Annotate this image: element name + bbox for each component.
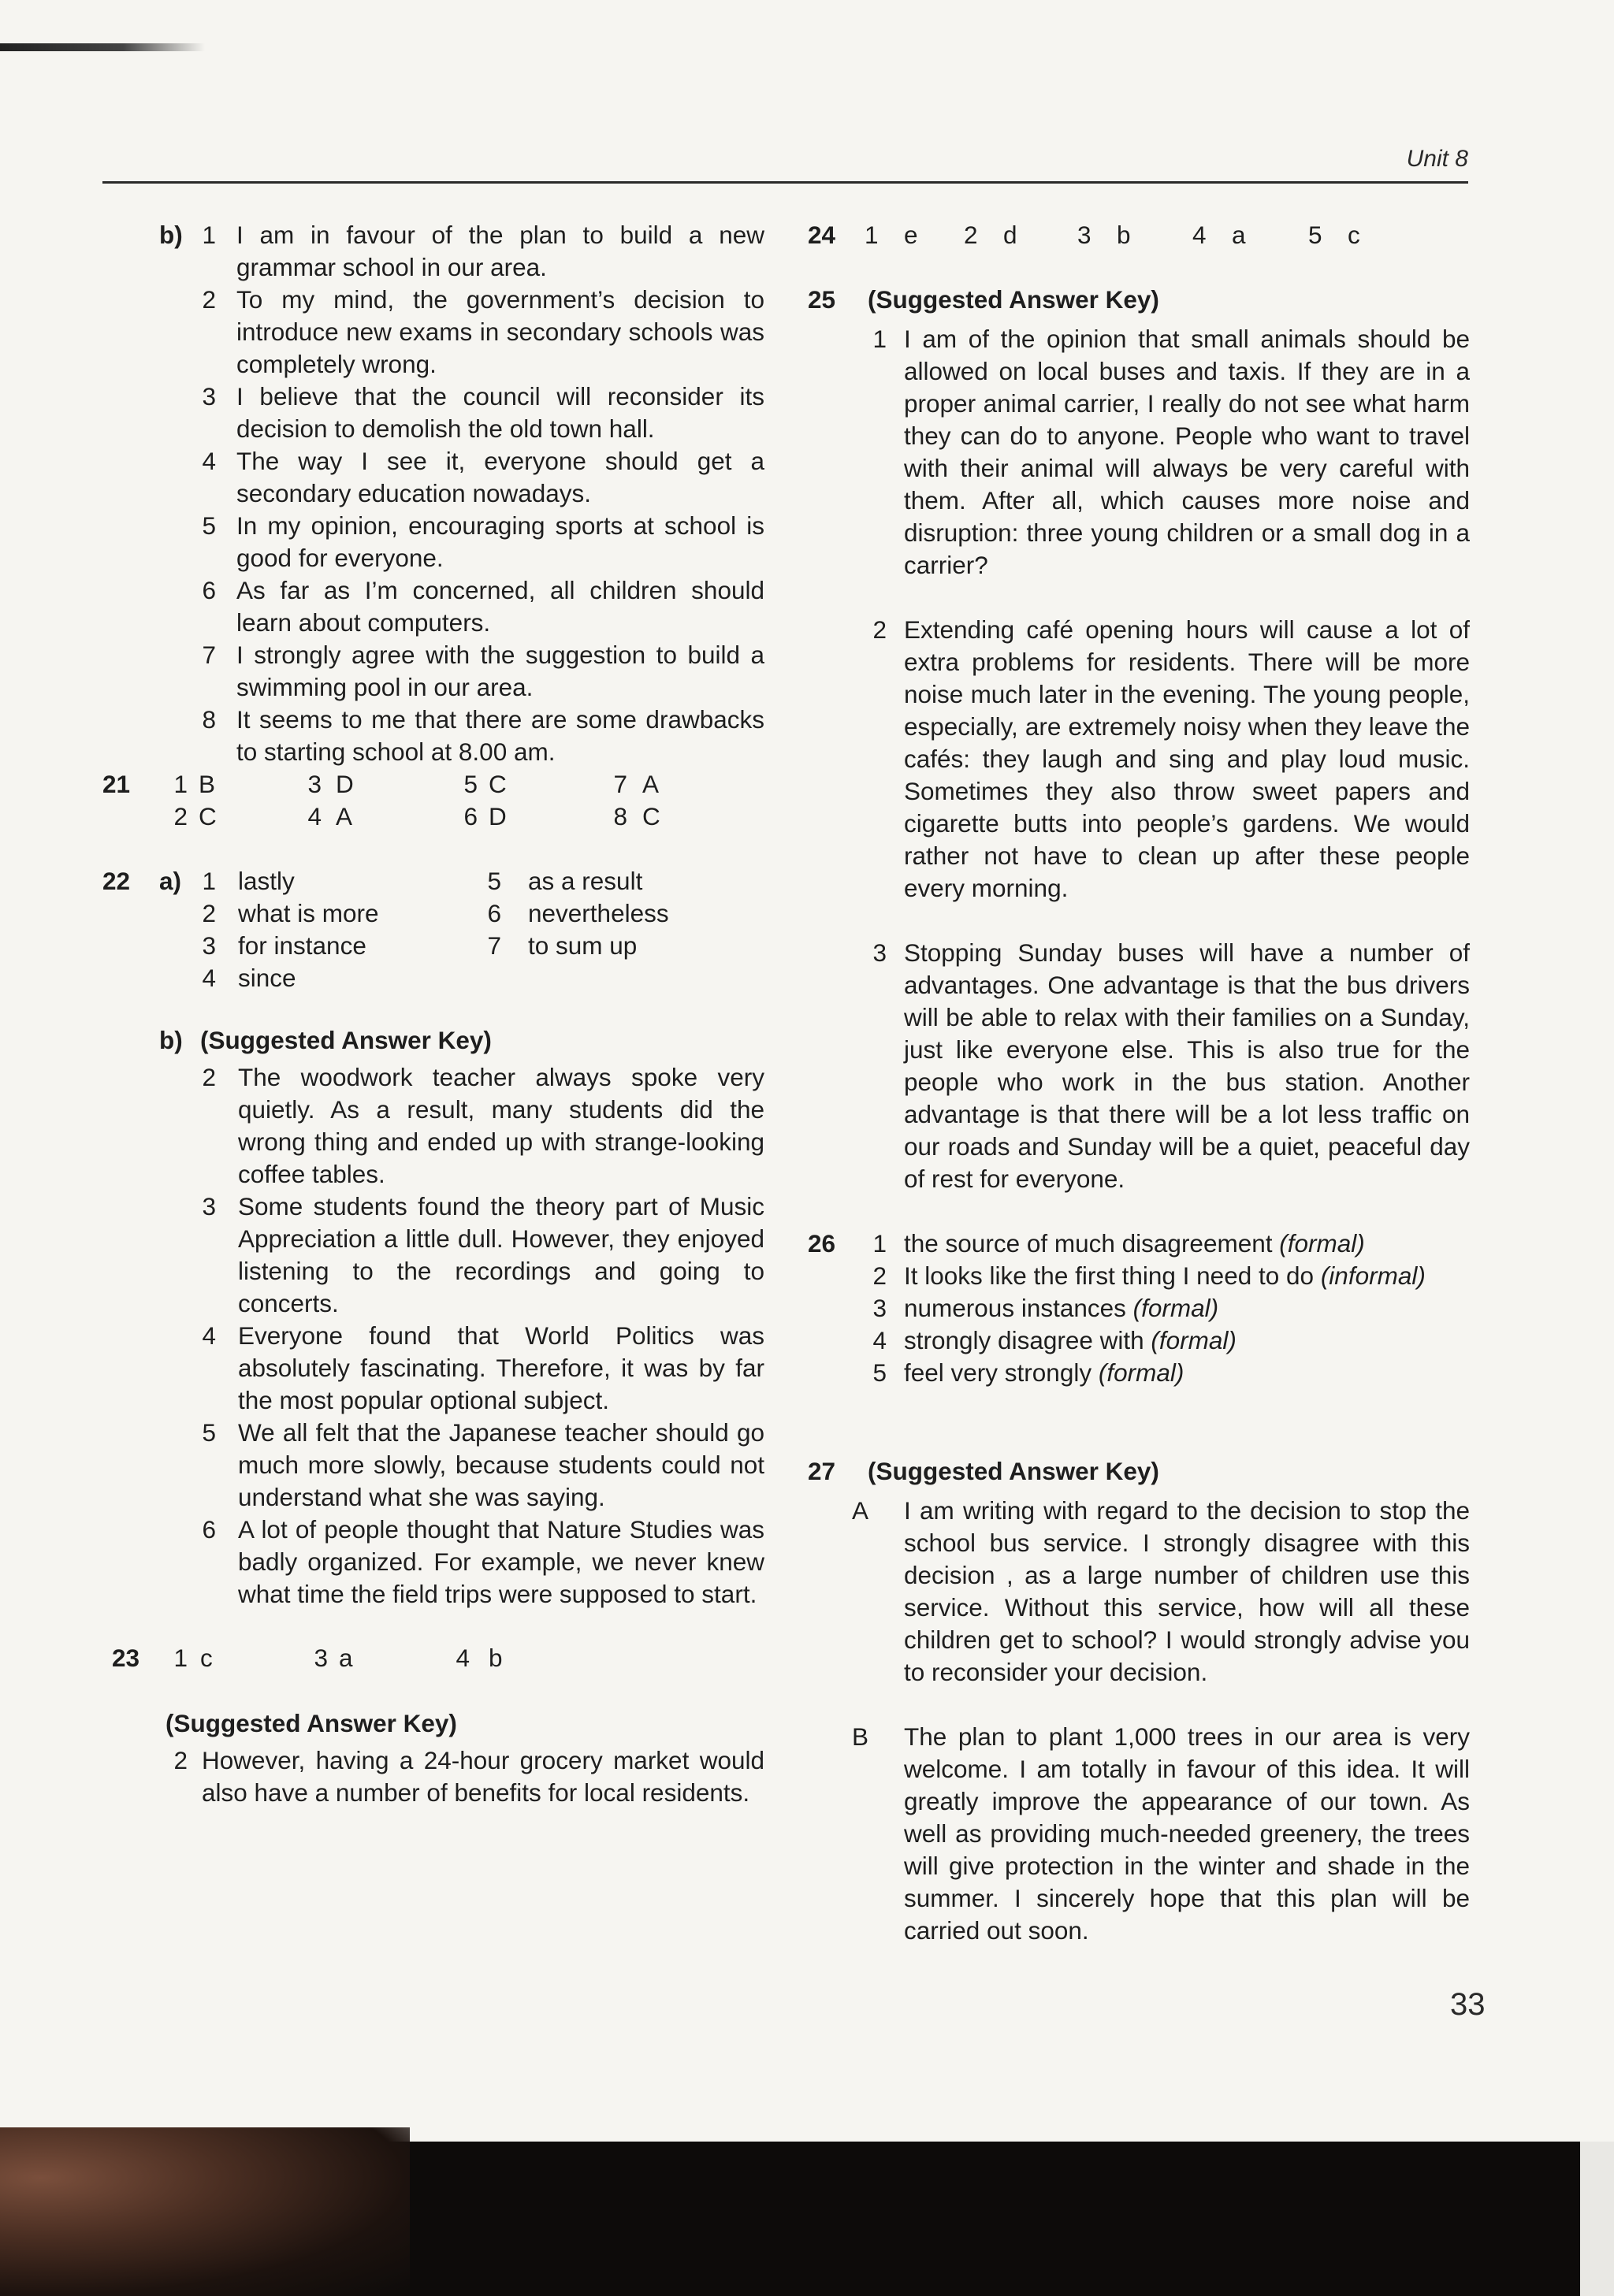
part-label: b) [159,1026,183,1054]
answer-item: 2 It looks like the first thing I need to do (informal) [872,1261,1426,1290]
answer-item: 3 Stopping Sunday buses will have a number of advantages. One advantage is that the bus drivers will be able to relax with their families on a Sunday, just like everyone else. This is also true for the people who work in the bus station. Another advantage is that there will be a lot less traffic on our roads and Sunday will be a quiet, peaceful day of rest for everyone. [872,938,1470,1193]
scanner-thumb-shadow [0,2127,410,2296]
exercise-number: 26 [808,1229,836,1258]
scan-edge-streak [0,43,205,51]
answer-item: 2 Extending café opening hours will cause a lot of extra problems for residents. There will be more noise much later in the evening. The young people, especially, are extremely noisy when they leave the cafés: they laugh and sing and play loud music. Sometimes they also throw sweet papers and cigarette butts into people’s gardens. We would rather not have to clean up after these people every morning. [872,615,1470,902]
exercise-22: 22 a) 1 lastly 5 as a result 2 what is more 6 nevertheless 3 for instance 7 to sum up 4 since b) (Suggested Answer Key) 2 The woodwork teacher always spoke very quietly. As a result, many students did the wrong thing and ended up with strange-looking coffee tables. 3 Some students found the theory part of Music Appreciation a little dull. However, they enjoyed listening to the recordings and going to concerts. 4 Everyone found that World Politics was absolutely fascinating. Therefore, it was by far the most popular optional subject. 5 We all felt that the Japanese teacher should go much more slowly, because students could not understand what she was saying. 6 A lot of people thought that Nature Studies was badly organized. For example, we never knew what time the field trips were supposed to start. [102,865,764,1611]
answer-item: 4 Everyone found that World Politics was absolutely fascinating. Therefore, it was by far the most popular optional subject. [202,1321,764,1414]
exercise-21: 21 1 B 3 D 5 C 7 A 2 C 4 A 6 D 8 C [102,770,660,830]
answer-item: 6 A lot of people thought that Nature Studies was badly organized. For example, we never knew what time the field trips were supposed to start. [202,1515,764,1608]
suggested-key-heading: (Suggested Answer Key) [868,285,1159,314]
answer-item: 1 the source of much disagreement (formal) [872,1229,1365,1258]
exercise-27 [808,1455,1470,1947]
answer-item: 3 numerous instances (formal) [872,1294,1219,1322]
part-label: a) [159,867,182,895]
exercise-number: 21 [102,770,131,798]
answer-item: 2 To my mind, the government’s decision to introduce new exams in secondary schools was completely wrong. [202,285,764,378]
answer-item: 5 feel very strongly (formal) [872,1358,1184,1387]
answer-item: 2 However, having a 24-hour grocery market would also have a number of benefits for local residents. [173,1746,764,1807]
page-number: 33 [1450,1987,1486,2022]
exercise-20b [102,219,764,768]
suggested-key-heading: (Suggested Answer Key) [868,1457,1159,1485]
left-column [102,219,764,1809]
answer-item: 8 It seems to me that there are some drawbacks to starting school at 8.00 am. [202,705,764,766]
answer-item: 6 As far as I’m concerned, all children should learn about computers. [202,576,764,637]
exercise-23: 23 1 c 3 a 4 b (Suggested Answer Key) 2 However, having a 24-hour grocery market would also have a number of benefits for local residents. [102,1642,764,1809]
right-column [808,219,1470,1947]
answer-item: 2 The woodwork teacher always spoke very quietly. As a result, many students did the wrong thing and ended up with strange-looking coffee tables. [202,1063,764,1188]
part-label: b) [159,221,183,249]
scan-right-edge [1580,2142,1614,2296]
answer-item: B The plan to plant 1,000 trees in our area is very welcome. I am totally in favour of this idea. It will greatly improve the appearance of our town. As well as providing much-needed greenery, the trees will give protection in the winter and shade in the summer. I sincerely hope that this plan will be carried out soon. [852,1722,1470,1945]
answer-item: 4 strongly disagree with (formal) [872,1326,1237,1354]
exercise-26 [808,1228,1470,1389]
answer-item: 5 We all felt that the Japanese teacher should go much more slowly, because students could not understand what she was saying. [202,1418,764,1511]
answer-item: 3 Some students found the theory part of Music Appreciation a little dull. However, they enjoyed listening to the recordings and going to concerts. [202,1192,764,1317]
answer-item: A I am writing with regard to the decision to stop the school bus service. I strongly disagree with this decision , as a large number of children use this service. Without this service, how will all these children get to school? I would strongly advise you to reconsider your decision. [852,1496,1470,1686]
exercise-number: 27 [808,1457,836,1485]
header-rule [102,181,1468,184]
answer-item: 3 I believe that the council will reconsider its decision to demolish the old town hall. [202,382,764,443]
suggested-key-heading: (Suggested Answer Key) [165,1709,457,1737]
exercise-number: 25 [808,285,836,314]
answer-item: 1 I am of the opinion that small animals should be allowed on local buses and taxis. If they are in a proper animal carrier, I really do not see what harm they can do to anyone. People who want to travel with their animal will always be very careful with them. After all, which causes more noise and disruption: three young children or a small dog in a carrier? [872,325,1470,579]
exercise-number: 23 [112,1644,140,1672]
exercise-number: 24 [808,221,836,249]
exercise-24: 24 1 e 2 d 3 b 4 a 5 c [808,219,1470,284]
unit-label: Unit 8 [1406,146,1468,172]
suggested-key-heading: (Suggested Answer Key) [200,1026,492,1054]
answer-item: 5 In my opinion, encouraging sports at school is good for everyone. [202,511,764,572]
answer-item: 4 The way I see it, everyone should get a secondary education nowadays. [202,447,764,507]
exercise-25 [808,284,1470,1195]
answer-item: 1 I am in favour of the plan to build a new grammar school in our area. [202,221,764,281]
answer-item: 7 I strongly agree with the suggestion to build a swimming pool in our area. [202,641,764,701]
exercise-number: 22 [102,867,131,895]
